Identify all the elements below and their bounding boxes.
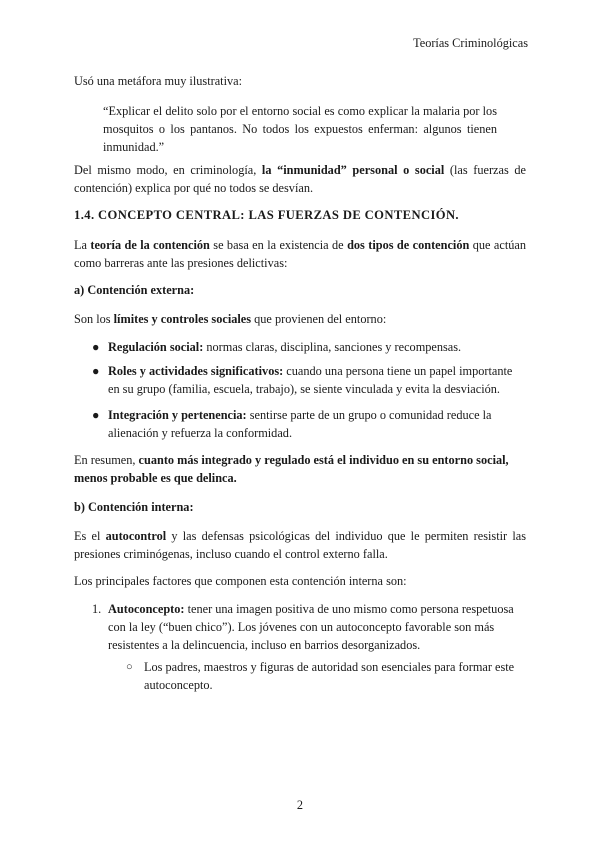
- bullet-icon: ●: [92, 340, 100, 354]
- paragraph-external: Son los límites y controles sociales que provienen del entorno:: [74, 312, 387, 326]
- paragraph-internal: Es el autocontrol y las defensas psicológicas del individuo que le permiten resistir las presiones criminógenas, incluso cuando el control externo falla.: [74, 529, 526, 561]
- running-header: Teorías Criminológicas: [413, 36, 528, 50]
- section-heading: 1.4. CONCEPTO CENTRAL: LAS FUERZAS DE CONTENCIÓN.: [74, 208, 459, 222]
- paragraph-summary: En resumen, cuanto más integrado y regulado está el individuo en su entorno social, menos probable es que delinca.: [74, 453, 509, 485]
- bullet-icon: ●: [92, 364, 100, 378]
- circle-bullet-icon: ○: [126, 661, 133, 673]
- bullet-icon: ●: [92, 408, 100, 422]
- subheading-internal: b) Contención interna:: [74, 500, 194, 514]
- block-quote: “Explicar el delito solo por el entorno social es como explicar la malaria por los mosquitos o los pantanos. No todos los expuestos enferman: algunos tienen inmunidad.”: [103, 104, 497, 154]
- emphasis: la “inmunidad” personal o social: [261, 163, 445, 177]
- document-page: Teorías Criminológicas Usó una metáfora muy ilustrativa: “Explicar el delito solo por el entorno social es como explicar la malaria por los mosquitos o los pantanos. No todos los expuestos enferman: algunos tienen inmunidad.” Del mismo modo, en criminología, la “inmunidad” personal o social (las fuerzas de contención) explica por qué no todos se desvían. 1.4. CONCEPTO CENTRAL: LAS FUERZAS DE CONTENCIÓN. La teoría de la contención se basa en la existencia de dos tipos de contención que actúan como barreras ante las presiones delictivas: a) Contención externa: Son los límites y controles sociales que provienen del entorno: ● Regulación social: normas claras, disciplina, sanciones y recompensas. ● Roles y actividades significativos: cuando una persona tiene un papel importante en su grupo (familia, escuela, trabajo), se siente vinculada y evita la desviación. ● Integración y pertenencia: sentirse parte de un grupo o comunidad reduce la alienación y refuerza la conformidad. En resumen, cuanto más integrado y regulado está el individuo en su entorno social, menos probable es que delinca. b) Contención interna: Es el autocontrol y las defensas psicológicas del individuo que le permiten resistir las presiones criminógenas, incluso cuando el control externo falla. Los principales factores que componen esta contención interna son: 1. Autoconcepto: tener una imagen positiva de uno mismo como persona respetuosa con la ley (“buen chico”). Los jóvenes con un autoconcepto favorable son más resistentes a la delincuencia, incluso en barrios desorganizados. ○ Los padres, maestros y figuras de autoridad son esenciales para formar este autoconcepto. 2: [0, 0, 600, 848]
- paragraph-immunity: Del mismo modo, en criminología, la “inmunidad” personal o social (las fuerzas de contención) explica por qué no todos se desvían.: [74, 163, 526, 195]
- intro-line: Usó una metáfora muy ilustrativa:: [74, 74, 243, 88]
- page-number: 2: [296, 798, 304, 812]
- paragraph-theory: La teoría de la contención se basa en la existencia de dos tipos de contención que actúan como barreras ante las presiones delictivas:: [74, 238, 526, 270]
- subheading-external: a) Contención externa:: [74, 283, 195, 297]
- paragraph-factors: Los principales factores que componen esta contención interna son:: [74, 574, 407, 588]
